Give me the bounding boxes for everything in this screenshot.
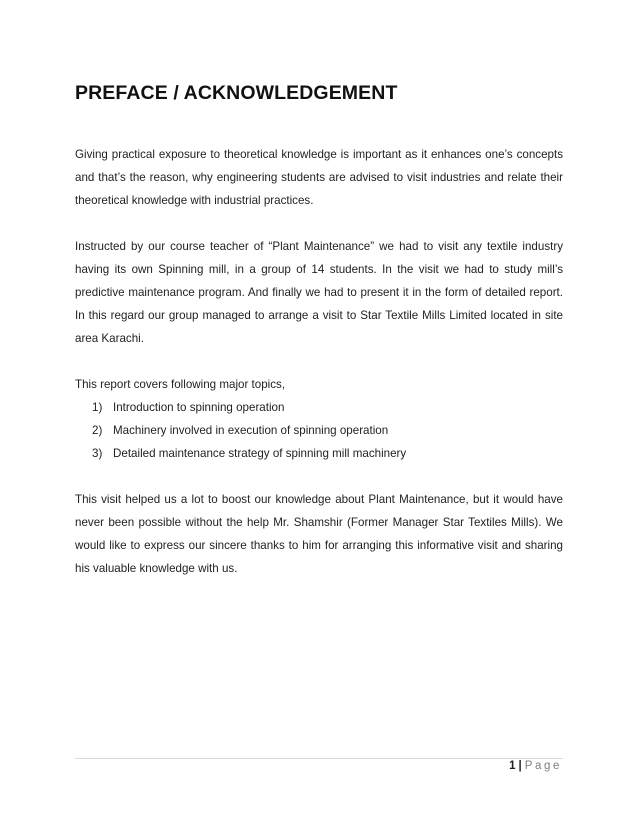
list-item — [75, 419, 563, 442]
list-item-number: 2) — [92, 424, 103, 437]
document-body — [75, 143, 563, 603]
page-number: 1 — [509, 760, 516, 772]
page-label: Page — [524, 760, 562, 772]
list-item-text: Machinery involved in execution of spinning operation — [113, 424, 389, 437]
footer-divider — [75, 758, 563, 759]
list-item-number: 3) — [92, 447, 103, 460]
topics-list — [75, 396, 563, 465]
page-title: PREFACE / ACKNOWLEDGEMENT — [75, 82, 398, 104]
list-item — [75, 396, 563, 419]
list-item-number: 1) — [92, 401, 103, 414]
context-paragraph: Instructed by our course teacher of “Plant Maintenance” we had to visit any textile industry having its own Spinning mill, in a group of 14 students. In the visit we had to study mill’s predictive maintenance program. And finally we had to present it in the form of detailed report. In this regard our group managed to arrange a visit to Star Textile Mills Limited located in site area Karachi. — [75, 240, 563, 345]
topics-intro-paragraph: This report covers following major topics, — [75, 378, 286, 391]
closing-paragraph: This visit helped us a lot to boost our knowledge about Plant Maintenance, but it would have never been possible without the help Mr. Shamshir (Former Manager Star Textiles Mills). We would like to express our sincere thanks to him for arranging this informative visit and sharing his valuable knowledge with us. — [75, 493, 563, 575]
page-footer — [509, 760, 562, 772]
list-item-text: Detailed maintenance strategy of spinning mill machinery — [113, 447, 407, 460]
list-item-text: Introduction to spinning operation — [113, 401, 285, 414]
list-item — [75, 442, 563, 465]
footer-separator: | — [518, 760, 522, 772]
intro-paragraph: Giving practical exposure to theoretical knowledge is important as it enhances one’s concepts and that’s the reason, why engineering students are advised to visit industries and relate their theoretical knowledge with industrial practices. — [75, 148, 563, 207]
